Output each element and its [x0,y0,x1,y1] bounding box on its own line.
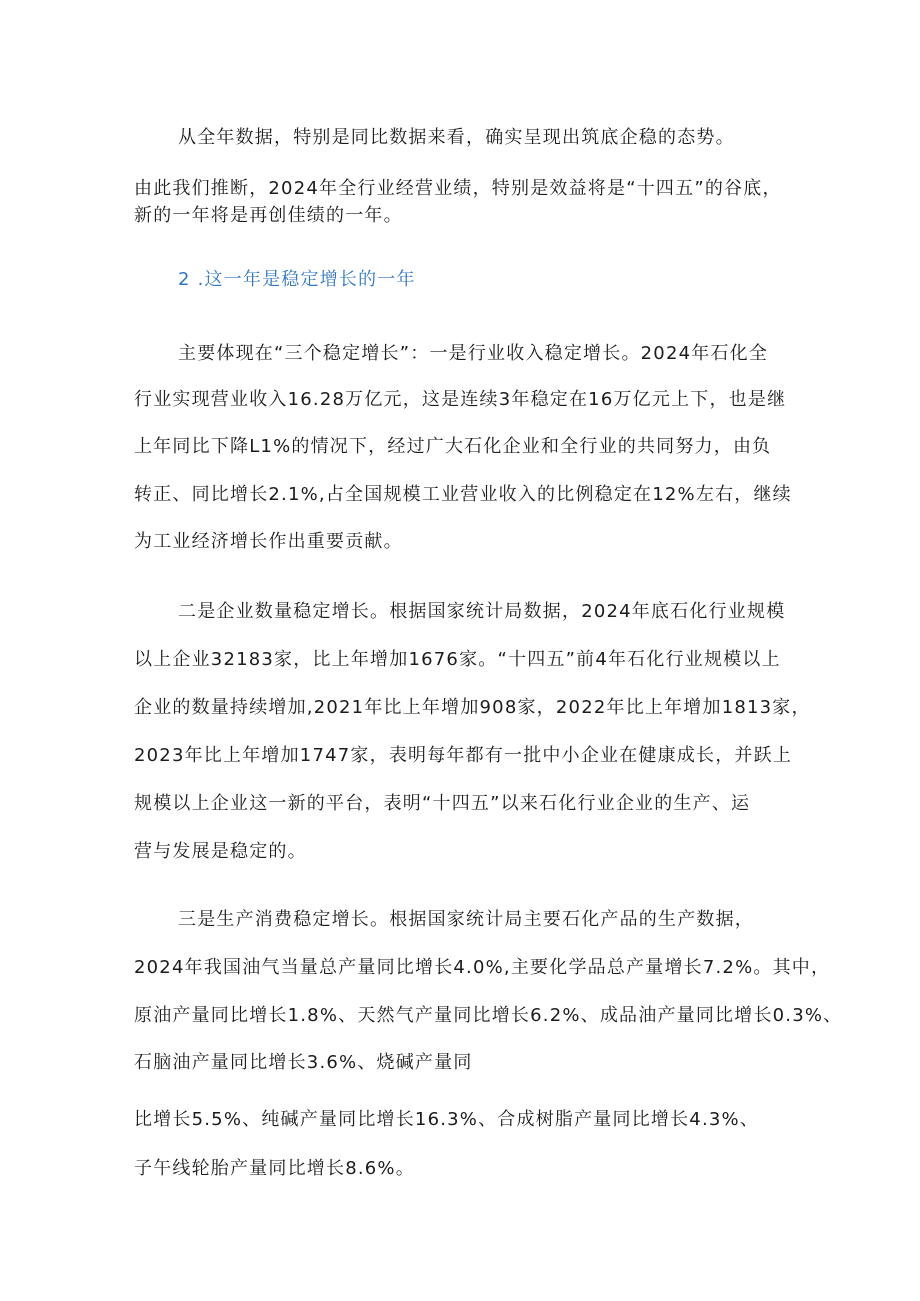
paragraph-line: 三是生产消费稳定增长。根据国家统计局主要石化产品的生产数据， [178,909,754,930]
paragraph-line: 主要体现在“三个稳定增长”：一是行业收入稳定增长。2024年石化全 [178,343,769,364]
paragraph-line: 子午线轮胎产量同比增长8.6%。 [134,1158,415,1179]
section-heading: 2 .这一年是稳定增长的一年 [178,269,416,290]
paragraph-line: 石脑油产量同比增长3.6%、烧碱产量同 [134,1052,473,1073]
paragraph-line: 新的一年将是再创佳绩的一年。 [134,205,403,226]
paragraph-line: 为工业经济增长作出重要贡献。 [134,531,403,552]
paragraph-line: 规模以上企业这一新的平台，表明“十四五”以来石化行业企业的生产、运 [134,793,751,814]
paragraph-line: 转正、同比增长2.1%,占全国规模工业营业收入的比例稳定在12%左右，继续 [134,484,792,505]
paragraph-line: 2024年我国油气当量总产量同比增长4.0%,主要化学品总产量增长7.2%。其中， [134,957,831,978]
paragraph-line: 上年同比下降L1%的情况下，经过广大石化企业和全行业的共同努力，由负 [134,436,772,457]
paragraph-line: 2023年比上年增加1747家，表明每年都有一批中小企业在健康成长，并跃上 [134,745,793,766]
paragraph-line: 比增长5.5%、纯碱产量同比增长16.3%、合成树脂产量同比增长4.3%、 [134,1109,760,1130]
paragraph-line: 由此我们推断，2024年全行业经营业绩，特别是效益将是“十四五”的谷底， [134,178,782,199]
paragraph-line: 从全年数据，特别是同比数据来看，确实呈现出筑底企稳的态势。 [178,127,735,148]
paragraph-line: 二是企业数量稳定增长。根据国家统计局数据，2024年底石化行业规模 [178,601,786,622]
paragraph-line: 以上企业32183家，比上年增加1676家。“十四五”前4年石化行业规模以上 [134,649,781,670]
paragraph-line: 原油产量同比增长1.8%、天然气产量同比增长6.2%、成品油产量同比增长0.3%、 [134,1005,843,1026]
paragraph-line: 行业实现营业收入16.28万亿元，这是连续3年稳定在16万亿元上下，也是继 [134,389,787,410]
paragraph-line: 企业的数量持续增加,2021年比上年增加908家，2022年比上年增加1813家， [134,697,811,718]
paragraph-line: 营与发展是稳定的。 [134,841,307,862]
